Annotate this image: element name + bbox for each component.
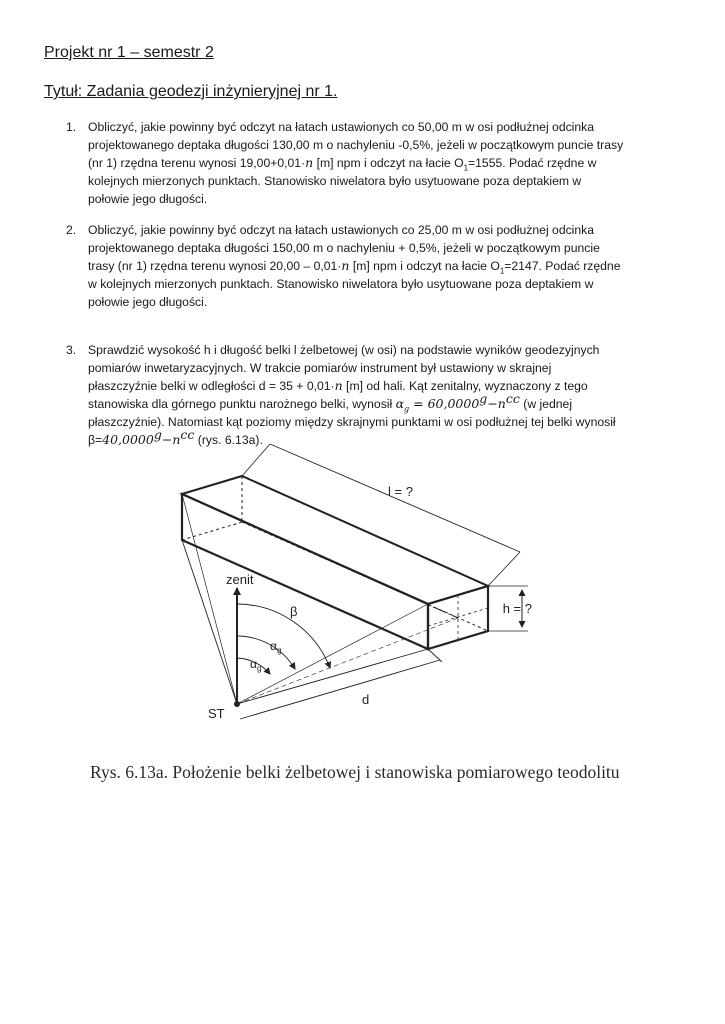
- task-line: połowie jego długości.: [88, 192, 208, 206]
- text-run: stanowiska dla górnego punktu narożnego belki, wynosił: [88, 397, 393, 411]
- superscript-g: g: [479, 390, 488, 406]
- variable-n: n: [341, 258, 350, 273]
- alpha-subscript: g: [256, 664, 262, 673]
- task-line: Obliczyć, jakie powinny być odczyt na łatach ustawionych co 50,00 m w osi podłużnej odcinka: [88, 120, 595, 134]
- task-line: w kolejnych mierzonych punktach. Stanowisko niwelatora było usytuowane poza deptakiem w: [88, 277, 594, 291]
- beam-diagram: [170, 436, 540, 736]
- minus-sign: −: [161, 432, 173, 447]
- text-run: =2147. Podać rzędne: [504, 259, 621, 273]
- station-point: [234, 701, 240, 707]
- task-line: połowie jego długości.: [88, 295, 208, 309]
- subscript: 1: [499, 266, 505, 276]
- minus-sign: −: [487, 396, 498, 411]
- task-line: [88, 257, 688, 275]
- task-number: 2.: [66, 223, 77, 237]
- text-run: β=: [88, 433, 103, 447]
- beta-value: 40,0000: [102, 432, 154, 447]
- text-run: [m] npm i odczyt na łacie O: [313, 156, 464, 170]
- task-line: Obliczyć, jakie powinny być odczyt na łatach ustawionych co 25,00 m w osi podłużnej odcinka: [88, 223, 595, 237]
- alpha-letter: α: [270, 639, 277, 653]
- text-run: [m] od hali. Kąt zenitalny, wyznaczony z tego: [342, 379, 588, 393]
- alpha-label-inner: [250, 657, 261, 673]
- station-label: ST: [208, 706, 225, 721]
- beam-cross-line: [428, 608, 488, 626]
- beam-figure: [170, 436, 540, 736]
- distance-dimension: [240, 649, 442, 719]
- text-run: [m] npm i odczyt na łacie O: [349, 259, 500, 273]
- alpha-letter: α: [395, 396, 405, 411]
- text-run: płaszczyźnie belki w odległości d = 35 + 0,01·: [88, 379, 335, 393]
- subscript: g: [404, 404, 410, 414]
- task-line: pomiarów inwetaryzacyjnych. W trakcie pomiarów instrument był ustawiony w skrajnej: [88, 361, 552, 375]
- distance-label: d: [362, 692, 370, 707]
- superscript-cc: cc: [505, 390, 520, 406]
- alpha-arc-outer: [237, 636, 295, 669]
- variable-n: n: [334, 378, 343, 393]
- task-number: 1.: [66, 120, 77, 134]
- zenith-label: zenit: [226, 572, 254, 587]
- length-dimension: [242, 444, 520, 586]
- task-number: 3.: [66, 343, 77, 357]
- alpha-subscript: g: [276, 646, 282, 655]
- beta-label: β: [290, 604, 298, 619]
- project-heading: Projekt nr 1 – semestr 2: [44, 44, 214, 61]
- task-text: [88, 221, 688, 311]
- superscript-cc: cc: [180, 426, 195, 442]
- task-line: [88, 390, 688, 414]
- text-run: =1555. Podać rzędne w: [468, 156, 597, 170]
- beam-axis: [212, 508, 458, 618]
- alpha-value: = 60,0000: [409, 396, 480, 411]
- height-label: h = ?: [502, 601, 532, 616]
- beam-hidden-edge: [182, 522, 242, 540]
- task-text: [88, 341, 688, 449]
- document-title: Tytuł: Zadania geodezji inżynieryjnej nr 1.: [44, 83, 338, 100]
- text-run: (rys. 6.13a).: [194, 433, 263, 447]
- figure-caption: Rys. 6.13a. Położenie belki żelbetowej i stanowiska pomiarowego teodolitu: [90, 762, 620, 782]
- variable-n: n: [497, 396, 506, 411]
- task-text: [88, 118, 688, 208]
- alpha-symbol: [395, 396, 410, 414]
- variable-n: n: [172, 432, 181, 447]
- variable-n: n: [305, 155, 314, 170]
- task-line: [88, 154, 688, 172]
- task-line: [88, 377, 688, 395]
- alpha-label-outer: [270, 639, 281, 655]
- task-line: kolejnych mierzonych punktach. Stanowisko niwelatora było usytuowane poza deptakiem w: [88, 174, 582, 188]
- text-run: (nr 1) rzędna terenu wynosi 19,00+0,01·: [88, 156, 306, 170]
- text-run: (w jednej: [519, 397, 573, 411]
- task-line: Sprawdzić wysokość h i długość belki l żelbetowej (w osi) na podstawie wyników geodezyjnych: [88, 343, 600, 357]
- length-label: l = ?: [388, 484, 413, 499]
- text-run: trasy (nr 1) rzędna terenu wynosi 20,00 – 0,01·: [88, 259, 342, 273]
- alpha-letter: α: [250, 657, 257, 671]
- task-line: projektowanego deptaka długości 150,00 m o nachyleniu + 0,5%, jeżeli w początkowym puncie: [88, 241, 600, 255]
- beam-front-face: [182, 494, 428, 649]
- superscript-g: g: [153, 426, 162, 442]
- beam: [182, 476, 488, 649]
- subscript: 1: [463, 163, 469, 173]
- task-line: płaszczyźnie). Natomiast kąt poziomy między skrajnymi punktami w osi podłużnej tej belki wynosił: [88, 415, 616, 429]
- task-line: projektowanego deptaka długości 130,00 m o nachyleniu -0,5%, jeżeli w początkowym puncie trasy: [88, 138, 624, 152]
